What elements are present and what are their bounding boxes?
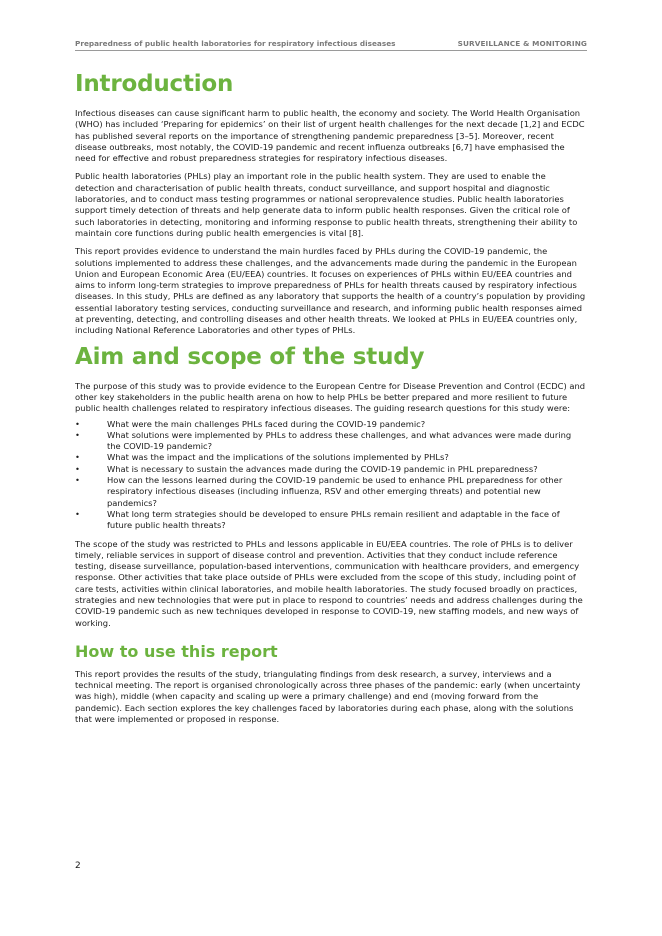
intro-paragraph-3: This report provides evidence to understand the main hurdles faced by PHLs during the COVID-19 pandemic, the solutions implemented to address these challenges, and the advancements made during the pandemic in the European Union and European Economic Area (EU/EEA) countries. It focuses on experiences of PHLs within EU/EEA countries and aims to inform long-term strategies to improve preparedness of PHLs for health threats caused by respiratory infectious diseases. In this study, PHLs are defined as any laboratory that supports the health of a country’s population by providing essential laboratory testing services, conducting surveillance and research, and informing public health responses aimed at preventing, detecting, and controlling diseases and other health threats. We looked at PHLs in EU/EEA countries only, including National Reference Laboratories and other types of PHLs. [75, 246, 586, 336]
howto-paragraph-1: This report provides the results of the study, triangulating findings from desk research, a survey, interviews and a technical meeting. The report is organised chronologically across three phases of the pandemic: early (when uncertainty was high), middle (when capacity and scaling up were a primary challenge) and end (moving forward from the pandemic). Each section explores the key challenges faced by laboratories during each phase, along with the solutions that were implemented or proposed in response. [75, 668, 581, 725]
bullet-marker: • [75, 418, 80, 429]
heading-aim-and-scope: Aim and scope of the study [75, 343, 425, 370]
heading-introduction: Introduction [75, 71, 234, 97]
intro-paragraph-2: Public health laboratories (PHLs) play an important role in the public health system. They are used to enable the detection and characterisation of public health threats, conduct surveillance, and support hospital and diagnostic laboratories, and to conduct mass testing programmes or national seroprevalence studies. Public health laboratories support timely detection of threats and help generate data to inform public health responses. Given the critical role of such laboratories in detecting, monitoring and informing response to public health threats, strengthening their ability to maintain core functions during public health emergencies is vital [8]. [75, 171, 578, 238]
list-item: • What was the impact and the implications of the solutions implemented by PHLs? [75, 452, 449, 463]
bullet-marker: • [75, 463, 80, 474]
header-document-title: Preparedness of public health laboratories for respiratory infectious diseases [75, 39, 396, 48]
bullet-marker: • [75, 475, 80, 486]
list-item: • What is necessary to sustain the advances made during the COVID-19 pandemic in PHL preparedness? [75, 463, 538, 474]
bullet-marker: • [75, 508, 80, 519]
heading-how-to-use: How to use this report [75, 641, 278, 661]
bullet-marker: • [75, 429, 80, 440]
research-questions-list [75, 419, 587, 532]
header-section-label: SURVEILLANCE & MONITORING [457, 39, 587, 48]
aim-paragraph-1: The purpose of this study was to provide evidence to the European Centre for Disease Prevention and Control (ECDC) and other key stakeholders in the public health arena on how to help PHLs be better prepared and more resilient to future public health challenges related to respiratory infectious diseases. The guiding research questions for this study were: [75, 380, 586, 414]
list-item: • What solutions were implemented by PHLs to address these challenges, and what advances were made during the COVID-19 pandemic? [75, 429, 572, 452]
running-header [75, 38, 587, 51]
bullet-marker: • [75, 452, 80, 463]
list-item: • What long term strategies should be developed to ensure PHLs remain resilient and adaptable in the face of future public health threats? [75, 508, 560, 531]
aim-paragraph-2: The scope of the study was restricted to PHLs and lessons applicable in EU/EEA countries. The role of PHLs is to deliver timely, reliable services in support of disease control and prevention. Activities that they conduct include reference testing, disease surveillance, population-based interventions, communication with healthcare providers, and emergency response. Other activities that take place outside of PHLs were excluded from the scope of this study, including point of care tests, activities within clinical laboratories, and mobile health laboratories. The study focused broadly on practices, strategies and new technologies that were put in place to respond to countries’ needs and address challenges during the COVID-19 pandemic such as new techniques developed in response to COVID-19, new staffing models, and new ways of working. [75, 538, 583, 628]
intro-paragraph-1: Infectious diseases can cause significant harm to public health, the economy and society. The World Health Organisation (WHO) has included ‘Preparing for epidemics’ on their list of urgent health challenges for the next decade [1,2] and ECDC has published several reports on the importance of strengthening pandemic preparedness [3–5]. Moreover, recent disease outbreaks, most notably, the COVID-19 pandemic and recent influenza outbreaks [6,7] have emphasised the need for effective and robust preparedness strategies for respiratory infectious diseases. [75, 108, 585, 164]
page-number: 2 [75, 861, 81, 871]
list-item: • What were the main challenges PHLs faced during the COVID-19 pandemic? [75, 418, 426, 429]
page-body [75, 66, 587, 725]
list-item: • How can the lessons learned during the COVID-19 pandemic be used to enhance PHL preparedness for other respiratory infectious diseases (including influenza, RSV and other emerging threats) and potential new pandemics? [75, 475, 563, 508]
